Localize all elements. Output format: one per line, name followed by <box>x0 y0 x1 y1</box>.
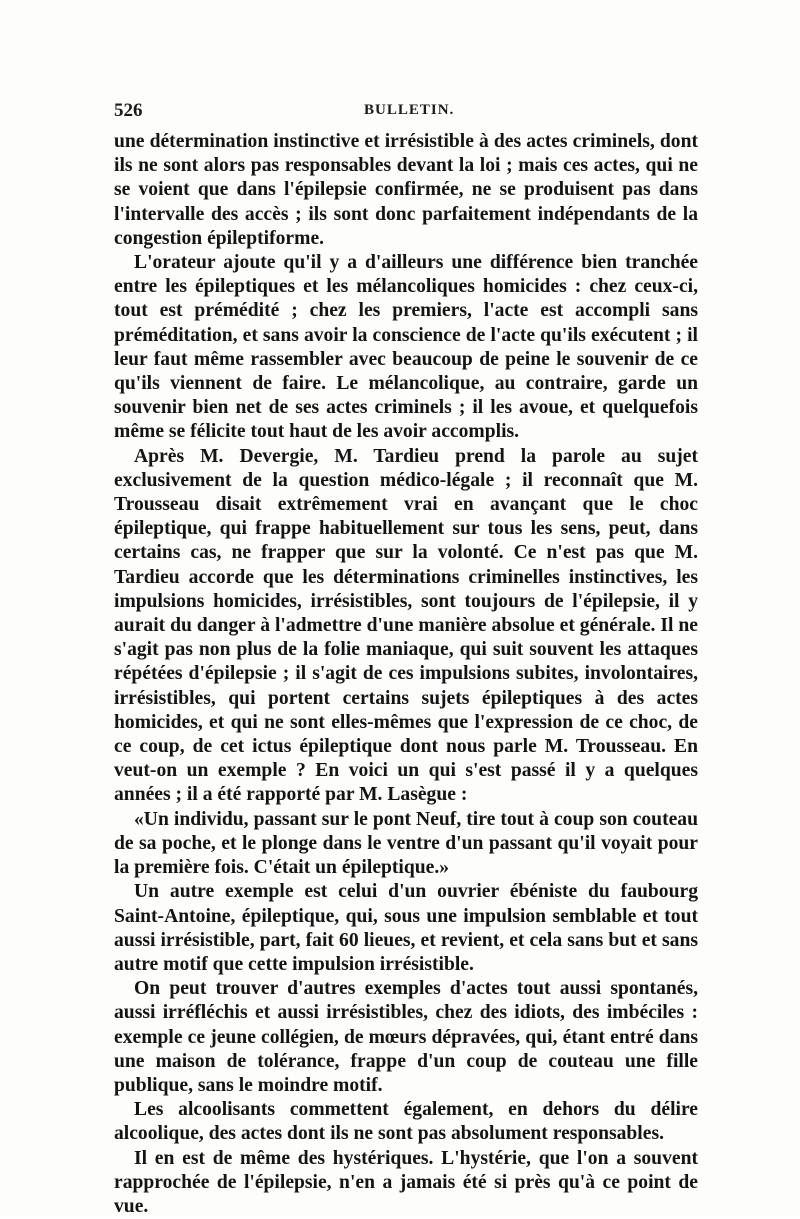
paragraph: On peut trouver d'autres exemples d'actes tout aussi spontanés, aussi irréfléchis et aussi irrésistibles, chez des idiots, des imbéciles : exemple ce jeune collégien, de mœurs dépravées, qui, étant entré dans une maison de tolérance, frappe d'un coup de couteau une fille publique, sans le moindre motif. <box>114 978 698 1096</box>
paragraph: L'orateur ajoute qu'il y a d'ailleurs une différence bien tranchée entre les épileptiques et les mélancoliques homicides : chez ceux-ci, tout est prémédité ; chez les premiers, l'acte est accompli sans préméditation, et sans avoir la conscience de l'acte qu'ils exécutent ; il leur faut même rassembler avec beaucoup de peine le souvenir de ce qu'ils viennent de faire. Le mélancolique, au contraire, garde un souvenir bien net de ses actes criminels ; il les avoue, et quelquefois même se félicite tout haut de les avoir accomplis. <box>114 252 698 443</box>
body-text <box>114 130 698 1219</box>
paragraph: une détermination instinctive et irrésistible à des actes criminels, dont ils ne sont alors pas responsables devant la loi ; mais ces actes, qui ne se voient que dans l'épilepsie confirmée, ne se produisent pas dans l'intervalle des accès ; ils sont donc parfaitement indépendants de la congestion épileptiforme. <box>114 131 698 249</box>
paragraph: Après M. Devergie, M. Tardieu prend la parole au sujet exclusivement de la question médico-légale ; il reconnaît que M. Trousseau disait extrêmement vrai en avançant que le choc épileptique, qui frappe habituellement sur tous les sens, peut, dans certains cas, ne frapper que sur la volonté. Ce n'est pas que M. Tardieu accorde que les déterminations criminelles instinctives, les impulsions homicides, irrésistibles, sont toujours de l'épilepsie, il y aurait du danger à l'admettre d'une manière absolue et générale. Il ne s'agit pas non plus de la folie maniaque, qui suit souvent les attaques répétées d'épilepsie ; il s'agit de ces impulsions subites, involontaires, irrésistibles, qui portent certains sujets épileptiques à des actes homicides, et qui ne sont elles-mêmes que l'expression de ce choc, de ce coup, de cet ictus épileptique dont nous parle M. Trousseau. En veut-on un exemple ? En voici un qui s'est passé il y a quelques années ; il a été rapporté par M. Lasègue : <box>114 445 698 806</box>
running-head: BULLETIN. <box>364 102 455 118</box>
quote-paragraph: «Un individu, passant sur le pont Neuf, tire tout à coup son couteau de sa poche, et le plonge dans le ventre d'un passant qu'il voyait pour la première fois. C'était un épileptique.» <box>114 808 698 879</box>
paragraph: Il en est de même des hystériques. L'hystérie, que l'on a souvent rapprochée de l'épilepsie, n'en a jamais été si près qu'à ce point de vue. <box>114 1147 698 1217</box>
page-header <box>114 100 698 122</box>
page-number: 526 <box>114 100 143 121</box>
paragraph: Un autre exemple est celui d'un ouvrier ébéniste du faubourg Saint-Antoine, épileptique, qui, sous une impulsion semblable et tout aussi irrésistible, part, fait 60 lieues, et revient, et cela sans but et sans autre motif que cette impulsion irrésistible. <box>114 881 698 975</box>
paragraph: Les alcoolisants commettent également, en dehors du délire alcoolique, des actes dont ils ne sont pas absolument responsables. <box>114 1099 698 1145</box>
